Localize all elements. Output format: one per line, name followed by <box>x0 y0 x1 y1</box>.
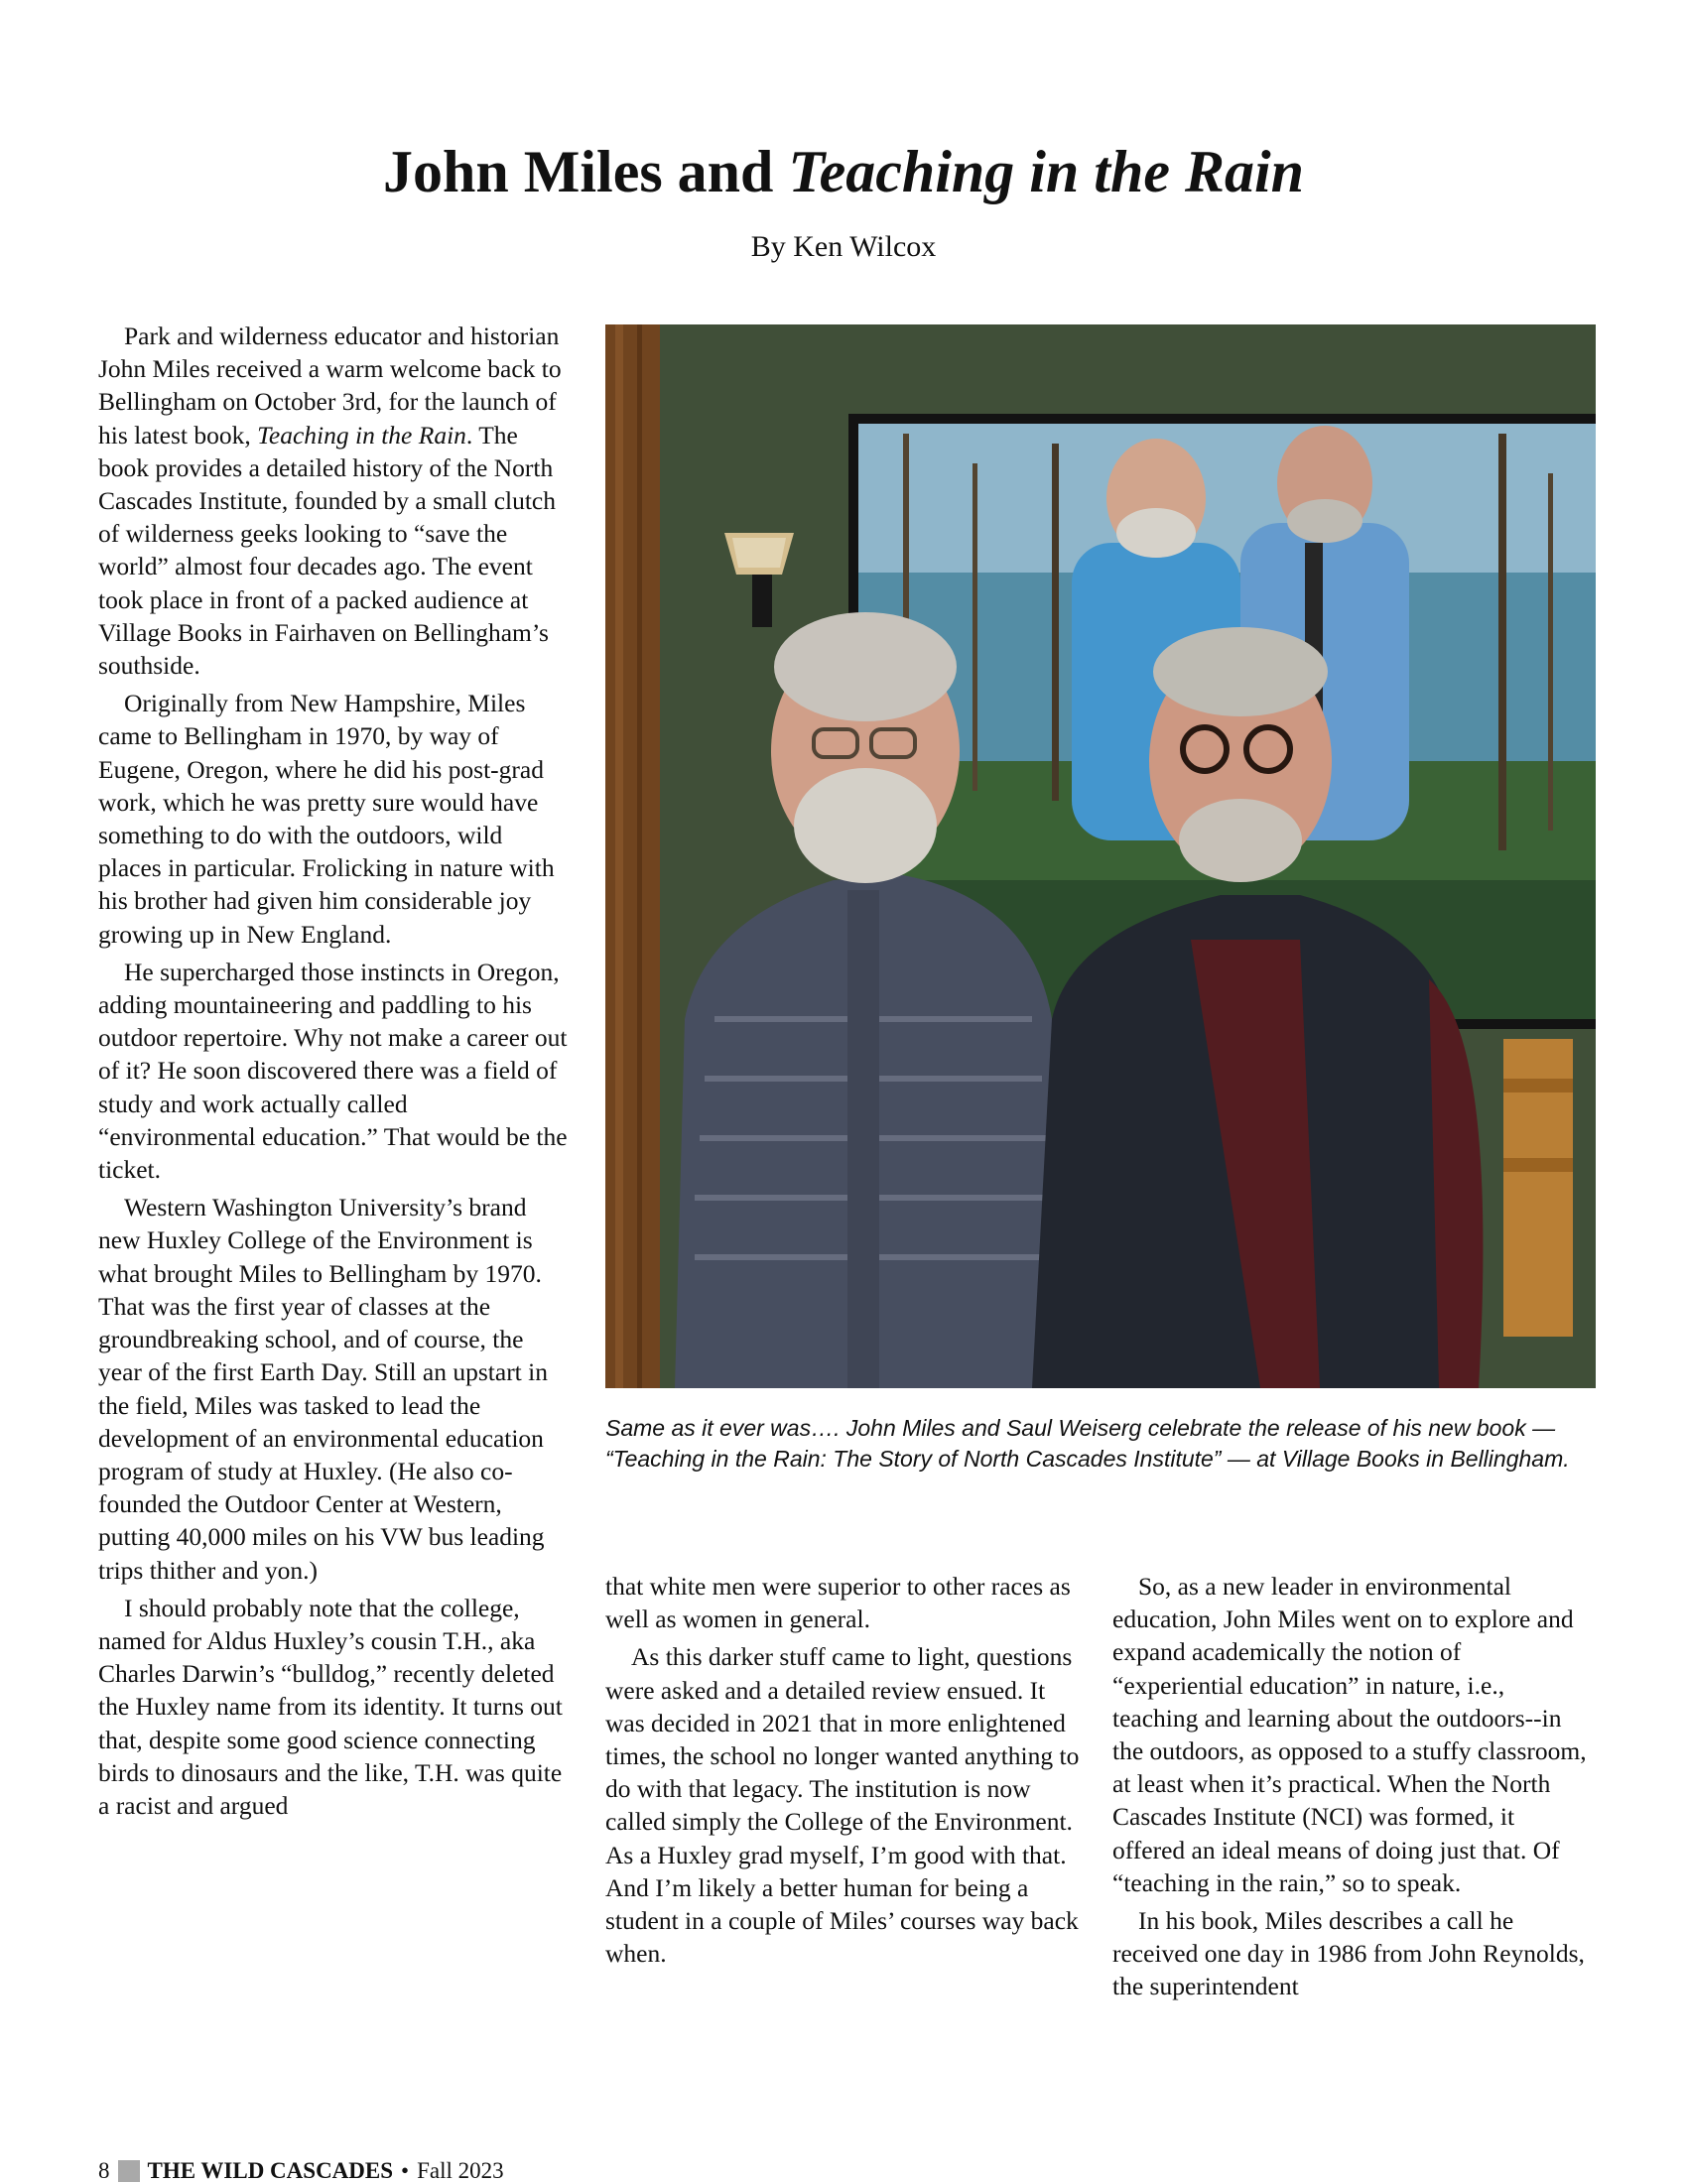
paragraph: He supercharged those instincts in Oregon, adding mountaineering and paddling to his outdoor repertoire. Why not make a career out of it? He soon discovered there was a field of study and work actually called “environmental education.” That would be the ticket. <box>98 957 568 1185</box>
page-number: 8 <box>98 2158 110 2183</box>
book-title: Teaching in the Rain <box>257 420 466 450</box>
page-footer <box>98 2158 504 2184</box>
footer-separator: • <box>401 2158 410 2183</box>
paragraph: Western Washington University’s brand new Huxley College of the Environment is what brought Miles to Bellingham by 1970. That was the first year of classes at the groundbreaking school, and of course, the year of the first Earth Day. Still an upstart in the field, Miles was tasked to lead the development of an environmental education program of study at Huxley. (He also co-founded the Outdoor Center at Western, putting 40,000 miles on his VW bus leading trips thither and yon.) <box>98 1193 548 1585</box>
paragraph: that white men were superior to other races as well as women in general. <box>605 1572 1071 1634</box>
column-2 <box>605 1570 1082 1975</box>
paragraph: So, as a new leader in environmental education, John Miles went on to explore and expand academically the notion of “experiential education” in nature, i.e., teaching and learning about the outdoors--in the outdoors, as opposed to a stuffy classroom, at least when it’s practical. When the North Cascades Institute (NCI) was formed, it offered an ideal means of doing just that. Of “teaching in the rain,” so to speak. <box>1112 1572 1587 1897</box>
footer-square-icon <box>118 2160 140 2182</box>
column-1 <box>98 320 569 1827</box>
event-photo <box>605 324 1596 1388</box>
paragraph: As this darker stuff came to light, questions were asked and a detailed review ensued. It was decided in 2021 that in more enlightened times, the school no longer wanted anything to do with that legacy. The institution is now called simply the College of the Environment. As a Huxley grad myself, I’m good with that. And I’m likely a better human for being a student in a couple of Miles’ courses way back when. <box>605 1642 1080 1969</box>
column-3 <box>1112 1570 1587 2008</box>
paragraph: Park and wilderness educator and historian John Miles received a warm welcome back to Bellingham on October 3rd, for the launch of his latest book, Teaching in the Rain. The book provides a detailed history of the North Cascades Institute, founded by a small clutch of wilderness geeks looking to “save the world” almost four decades ago. The event took place in front of a packed audience at Village Books in Fairhaven on Bellingham’s southside. <box>98 321 562 681</box>
article-title <box>0 139 1687 204</box>
issue-date: Fall 2023 <box>417 2158 504 2183</box>
paragraph: Originally from New Hampshire, Miles came to Bellingham in 1970, by way of Eugene, Oregon, where he did his post-grad work, which he was pretty sure would have something to do with the outdoors, wild places in particular. Frolicking in nature with his brother had given him considerable joy growing up in New England. <box>98 689 555 949</box>
title-plain: John Miles and <box>382 139 774 204</box>
title-italic: Teaching in the Rain <box>788 139 1305 204</box>
byline: By Ken Wilcox <box>750 230 937 263</box>
photo-caption: Same as it ever was…. John Miles and Saul Weiserg celebrate the release of his new book — “Teaching in the Rain: The Story of North Cascades Institute” — at Village Books in Bellingham. <box>605 1415 1570 1472</box>
publication-name: THE WILD CASCADES <box>147 2158 394 2183</box>
paragraph: In his book, Miles describes a call he received one day in 1986 from John Reynolds, the superintendent <box>1112 1906 1585 2001</box>
paragraph: I should probably note that the college, named for Aldus Huxley’s cousin T.H., aka Charles Darwin’s “bulldog,” recently deleted the Huxley name from its identity. It turns out that, despite some good science connecting birds to dinosaurs and the like, T.H. was quite a racist and argued <box>98 1593 563 1820</box>
